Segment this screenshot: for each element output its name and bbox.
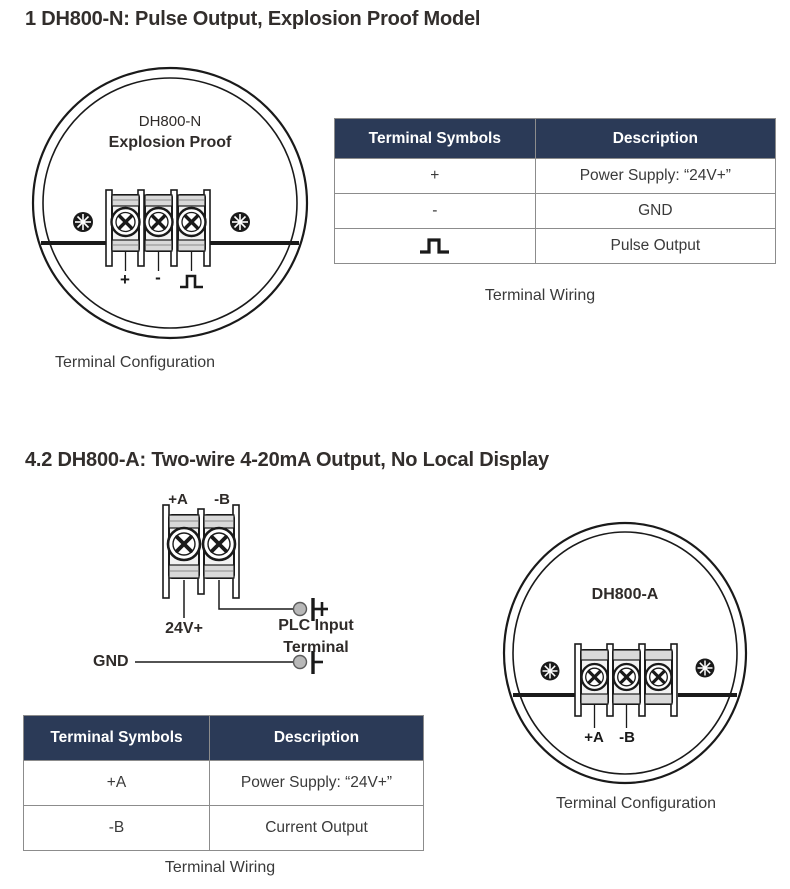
table2-caption: Terminal Wiring [164, 859, 276, 876]
table-header-row [24, 716, 424, 761]
dh800n-terminal-configuration-diagram [28, 64, 312, 342]
symbol-cell: - [335, 194, 536, 229]
symbol-cell [335, 229, 536, 264]
table-row [24, 806, 424, 851]
terminal-b-symbol: -B [619, 729, 635, 746]
table-row [24, 761, 424, 806]
terminal-a-symbol: +A [584, 729, 604, 746]
plc-input-label: PLC Input [278, 617, 354, 634]
description-cell: Current Output [210, 806, 424, 851]
model-label: DH800-A [591, 586, 659, 603]
terminal-table-dh800a [23, 715, 424, 851]
phillips-screw-icon [582, 664, 672, 690]
symbol-cell: -B [24, 806, 210, 851]
pulse-icon [179, 274, 205, 289]
diagram2-caption: Terminal Configuration [555, 795, 717, 812]
description-cell: Pulse Output [535, 229, 775, 264]
col-header-description: Description [535, 119, 775, 159]
description-cell: GND [535, 194, 775, 229]
section1-title: 1 DH800-N: Pulse Output, Explosion Proof Model [25, 8, 481, 30]
model-label: DH800-N [138, 113, 202, 130]
connector-dot-icon [294, 603, 307, 669]
enclosure-drawing [28, 64, 312, 342]
terminal-table-dh800n [334, 118, 776, 264]
section2-title: 4.2 DH800-A: Two-wire 4-20mA Output, No Local Display [25, 449, 549, 471]
description-cell: Power Supply: “24V+” [210, 761, 424, 806]
symbol-cell: +A [24, 761, 210, 806]
variant-label: Explosion Proof [108, 134, 232, 151]
phillips-screw-icon [112, 208, 206, 236]
col-header-terminal-symbols: Terminal Symbols [24, 716, 210, 761]
table-header-row [335, 119, 776, 159]
table-row [335, 159, 776, 194]
dh800a-terminal-configuration-diagram [500, 520, 750, 786]
terminal-b-label: -B [214, 491, 230, 508]
col-header-description: Description [210, 716, 424, 761]
plus-symbol: + [120, 270, 130, 289]
symbol-cell: + [335, 159, 536, 194]
plc-terminal-symbol [313, 598, 328, 674]
table1-caption: Terminal Wiring [484, 287, 596, 304]
enclosure-drawing [500, 520, 750, 786]
terminal-a-label: +A [168, 491, 188, 508]
pulse-icon [418, 237, 452, 255]
gnd-label: GND [93, 653, 129, 670]
plc-terminal-label: Terminal [283, 639, 349, 656]
description-cell: Power Supply: “24V+” [535, 159, 775, 194]
table-row [335, 194, 776, 229]
table-row [335, 229, 776, 264]
minus-symbol: - [155, 268, 161, 287]
col-header-terminal-symbols: Terminal Symbols [335, 119, 536, 159]
diagram1-caption: Terminal Configuration [55, 354, 216, 371]
power-supply-label: 24V+ [165, 620, 203, 637]
